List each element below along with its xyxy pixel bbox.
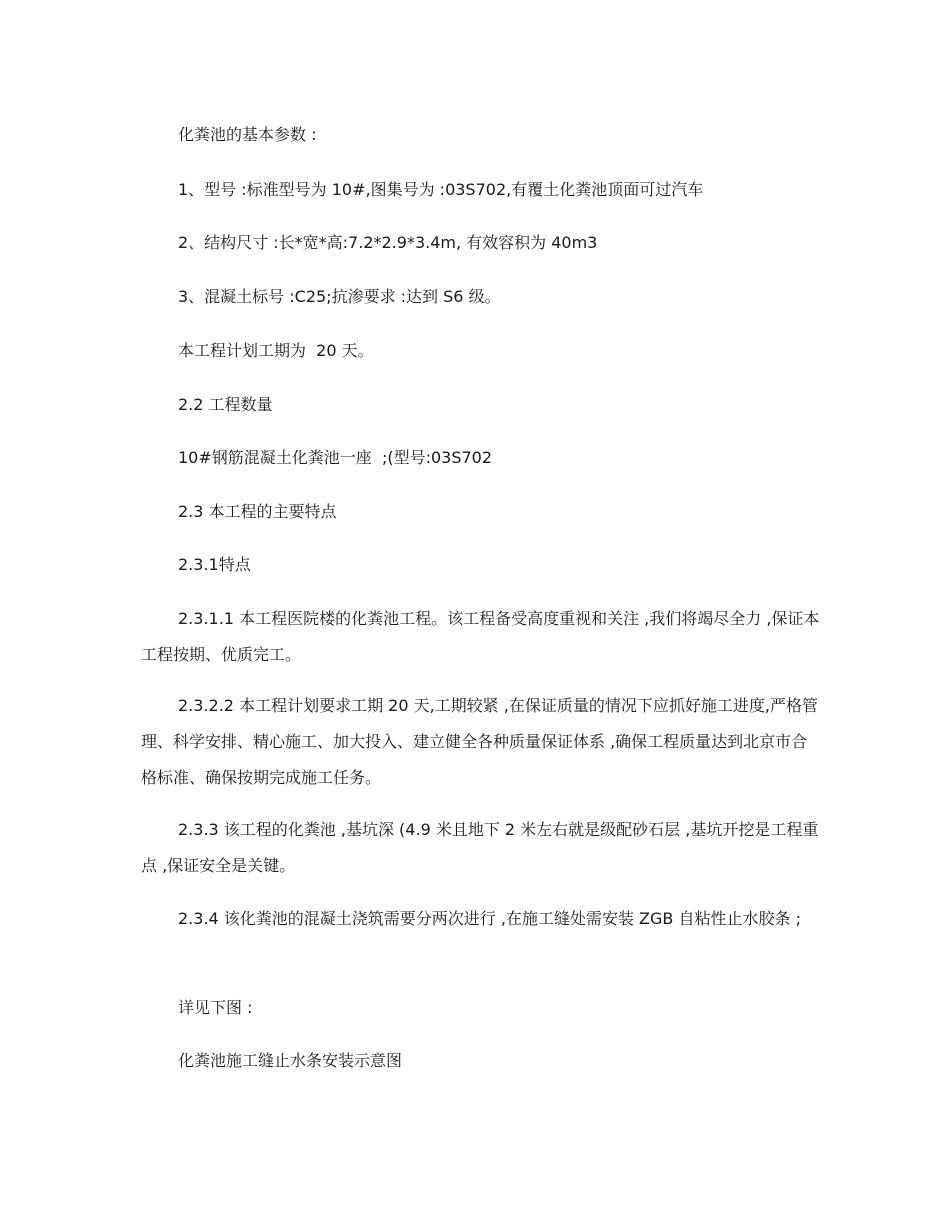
paragraph-2-3-1-1: 2.3.1.1 本工程医院楼的化粪池工程。该工程备受高度重视和关注 ,我们将竭尽全力 ,保证本工程按期、优质完工。 bbox=[141, 609, 820, 664]
concrete-line: 3、混凝土标号 :C25;抗渗要求 :达到 S6 级。 bbox=[178, 287, 501, 306]
paragraph-2-3-2-2: 2.3.2.2 本工程计划要求工期 20 天,工期较紧 ,在保证质量的情况下应抓好施工进度,严格管理、科学安排、精心施工、加大投入、建立健全各种质量保证体系 ,确保工程质量达到北京市合格标准、确保按期完成施工任务。 bbox=[141, 696, 818, 787]
section-2-2-heading: 2.2 工程数量 bbox=[178, 395, 273, 414]
period-line: 本工程计划工期为 20 天。 bbox=[178, 341, 374, 360]
see-below-line: 详见下图 : bbox=[178, 998, 253, 1017]
basic-params-heading: 化粪池的基本参数 : bbox=[178, 125, 317, 144]
model-line: 1、型号 :标准型号为 10#,图集号为 :03S702,有覆土化粪池顶面可过汽车 bbox=[178, 180, 704, 199]
quantity-line: 10#钢筋混凝土化粪池一座 ;(型号:03S702 bbox=[178, 448, 493, 467]
paragraph-2-3-3: 2.3.3 该工程的化粪池 ,基坑深 (4.9 米且地下 2 米左右就是级配砂石层 ,基坑开挖是工程重点 ,保证安全是关键。 bbox=[141, 820, 819, 875]
section-2-3-1-heading: 2.3.1特点 bbox=[178, 555, 251, 574]
paragraph-2-3-4: 2.3.4 该化粪池的混凝土浇筑需要分两次进行 ,在施工缝处需安装 ZGB 自粘性止水胶条 ; bbox=[178, 909, 801, 928]
size-line: 2、结构尺寸 :长*宽*高:7.2*2.9*3.4m, 有效容积为 40m3 bbox=[178, 233, 598, 252]
figure-title: 化粪池施工缝止水条安装示意图 bbox=[178, 1051, 403, 1070]
section-2-3-heading: 2.3 本工程的主要特点 bbox=[178, 502, 337, 521]
